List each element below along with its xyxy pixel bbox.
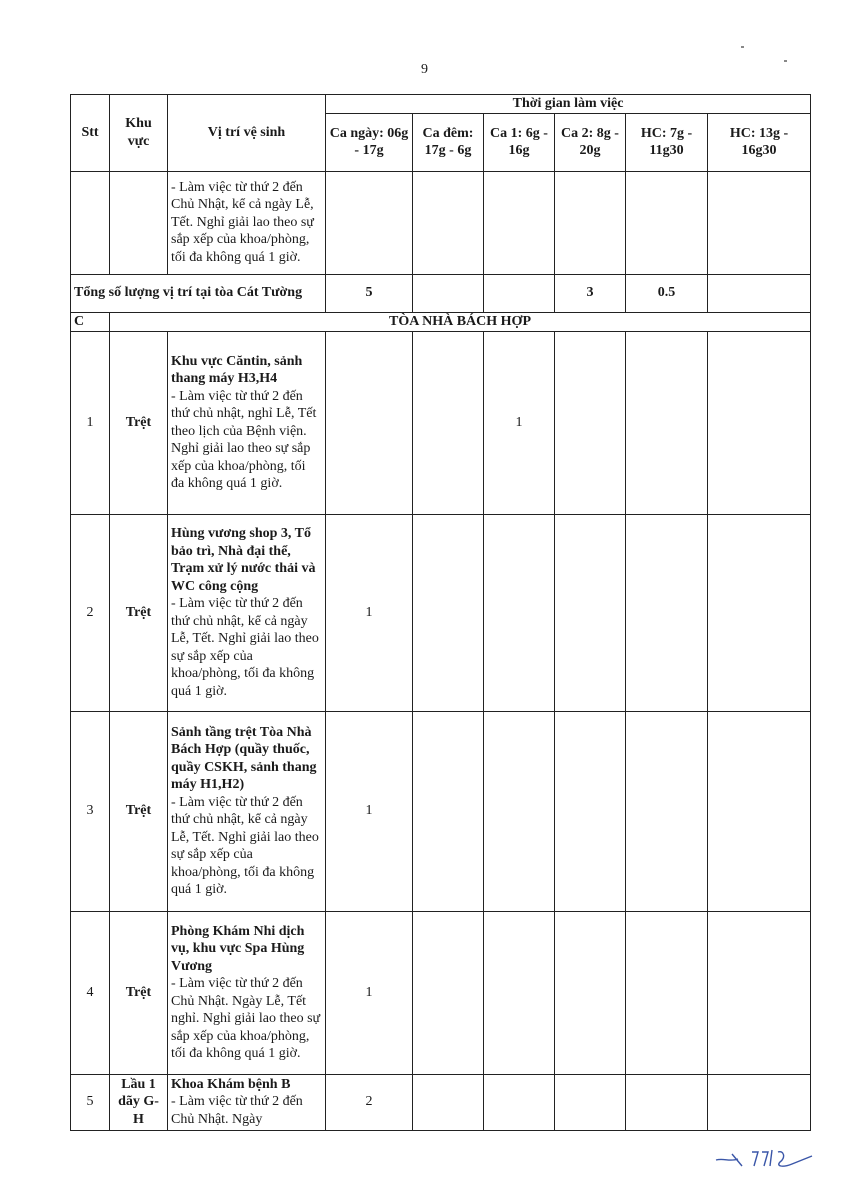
row-ca1 <box>484 514 555 711</box>
row-khu-vuc: Trệt <box>110 331 168 514</box>
row-ca1: 1 <box>484 331 555 514</box>
section-code: C <box>71 312 110 331</box>
row-ca-ngay: 2 <box>326 1074 413 1130</box>
row-ca-ngay: 1 <box>326 911 413 1074</box>
header-ca2: Ca 2: 8g - 20g <box>555 113 626 171</box>
row-location: Khu vực Căntin, sảnh thang máy H3,H4 <box>171 353 303 386</box>
total-ca2: 3 <box>555 274 626 312</box>
row-stt: 3 <box>71 711 110 911</box>
row-location: Khoa Khám bệnh B <box>171 1076 291 1092</box>
row-ca-ngay <box>326 331 413 514</box>
total-row <box>71 274 811 312</box>
table-row <box>71 711 811 911</box>
row-description <box>168 514 326 711</box>
header-hc1: HC: 7g - 11g30 <box>626 113 708 171</box>
row-ca-ngay: 1 <box>326 514 413 711</box>
row-note: - Làm việc từ thứ 2 đến thứ chủ nhật, nghỉ Lễ, Tết theo lịch của Bệnh viện. Nghỉ giải lao theo sự sắp xếp của khoa/phòng, tối đa không quá 1 giờ. <box>171 388 317 491</box>
table-row <box>71 331 811 514</box>
row-note: - Làm việc từ thứ 2 đến Chủ Nhật. Ngày <box>171 1094 303 1127</box>
total-ca-ngay: 5 <box>326 274 413 312</box>
row-ca-ngay: 1 <box>326 711 413 911</box>
row-khu-vuc: Trệt <box>110 711 168 911</box>
row-description <box>168 331 326 514</box>
header-ca-dem: Ca đêm: 17g - 6g <box>413 113 484 171</box>
schedule-table <box>70 94 811 1131</box>
row-note: - Làm việc từ thứ 2 đến Chủ Nhật. Ngày Lễ, Tết nghỉ. Nghỉ giải lao theo sự sắp xếp của khoa/phòng, tối đa không quá 1 giờ. <box>171 976 321 1061</box>
header-khu-vuc: Khu vực <box>110 95 168 172</box>
table-row <box>71 514 811 711</box>
row-khu-vuc: Trệt <box>110 514 168 711</box>
continuation-note: - Làm việc từ thứ 2 đến Chủ Nhật, kể cả ngày Lễ, Tết. Nghỉ giải lao theo sự sắp xếp của khoa/phòng, tối đa không quá 1 giờ. <box>168 171 326 274</box>
section-title: TÒA NHÀ BÁCH HỢP <box>110 312 811 331</box>
header-vi-tri: Vị trí vệ sinh <box>168 95 326 172</box>
row-stt: 4 <box>71 911 110 1074</box>
table-row <box>71 911 811 1074</box>
row-stt: 1 <box>71 331 110 514</box>
cell-khu-vuc-empty <box>110 171 168 274</box>
page-number: 9 <box>421 62 428 77</box>
total-label: Tổng số lượng vị trí tại tòa Cát Tường <box>71 274 326 312</box>
scan-speck <box>741 46 744 48</box>
row-location: Phòng Khám Nhi dịch vụ, khu vực Spa Hùng Vương <box>171 923 305 974</box>
row-stt: 5 <box>71 1074 110 1130</box>
row-description <box>168 911 326 1074</box>
signature-initials <box>712 1142 822 1172</box>
row-ca1 <box>484 711 555 911</box>
header-stt: Stt <box>71 95 110 172</box>
table-row <box>71 1074 811 1130</box>
row-location: Sảnh tầng trệt Tòa Nhà Bách Hợp (quầy thuốc, quầy CSKH, sảnh thang máy H1,H2) <box>171 724 317 792</box>
row-stt: 2 <box>71 514 110 711</box>
row-description <box>168 1074 326 1130</box>
header-row-top <box>71 95 811 114</box>
total-hc1: 0.5 <box>626 274 708 312</box>
header-thoi-gian: Thời gian làm việc <box>326 95 811 114</box>
row-note: - Làm việc từ thứ 2 đến thứ chủ nhật, kể cả ngày Lễ, Tết. Nghỉ giải lao theo sự sắp xếp của khoa/phòng, tối đa không quá 1 giờ. <box>171 596 319 699</box>
cell-stt-empty <box>71 171 110 274</box>
row-khu-vuc: Trệt <box>110 911 168 1074</box>
scan-speck <box>784 60 787 62</box>
continuation-row <box>71 171 811 274</box>
row-khu-vuc: Lầu 1 dãy G-H <box>110 1074 168 1130</box>
header-ca-ngay: Ca ngày: 06g - 17g <box>326 113 413 171</box>
row-ca1 <box>484 911 555 1074</box>
header-hc2: HC: 13g - 16g30 <box>708 113 811 171</box>
header-ca1: Ca 1: 6g - 16g <box>484 113 555 171</box>
row-description <box>168 711 326 911</box>
section-row <box>71 312 811 331</box>
row-ca1 <box>484 1074 555 1130</box>
row-location: Hùng vương shop 3, Tổ bảo trì, Nhà đại thể, Trạm xử lý nước thải và WC công cộng <box>171 526 316 594</box>
row-note: - Làm việc từ thứ 2 đến thứ chủ nhật, kể cả ngày Lễ, Tết. Nghỉ giải lao theo sự sắp xếp của khoa/phòng, tối đa không quá 1 giờ. <box>171 794 319 897</box>
